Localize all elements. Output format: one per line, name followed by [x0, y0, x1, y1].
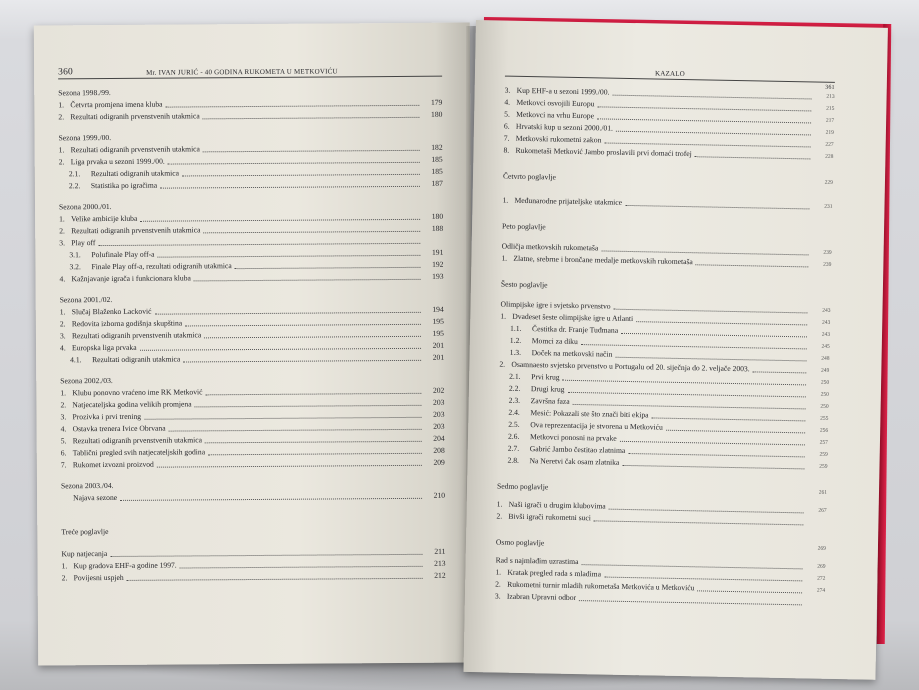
toc-section: [60, 373, 445, 472]
toc-page: 193: [432, 271, 444, 281]
left-sections: [58, 85, 445, 505]
toc-number: 6.: [503, 121, 510, 131]
toc-title: Klubu ponovno vraćeno ime RK Metković: [72, 387, 203, 398]
toc-number: 2.3.: [508, 395, 521, 405]
chapter-heading: Četvrto poglavlje: [502, 171, 557, 182]
toc-page: 213: [434, 558, 446, 568]
leader-dots: [695, 156, 811, 159]
leader-dots: [168, 162, 420, 165]
toc-number: 2.6.: [507, 431, 520, 441]
right-running-head: KAZALO: [654, 69, 686, 79]
toc-number: 1.: [501, 253, 508, 263]
toc-title: Rezultati odigranih prvenstvenih utakmica: [70, 144, 200, 155]
toc-title: Kratak pregled rada s mladima: [507, 567, 602, 579]
leader-dots: [205, 393, 421, 396]
leader-dots: [195, 405, 422, 408]
toc-number: 8.: [503, 145, 510, 155]
toc-section: [61, 478, 445, 505]
toc-title: Metkovci ponosni na prvake: [529, 432, 617, 443]
toc-title: Kup gradova EHF-a godine 1997.: [73, 560, 177, 571]
toc-number: 2.: [59, 319, 66, 329]
leader-dots: [165, 105, 419, 108]
toc-row: [62, 570, 446, 585]
toc-page: 213: [826, 93, 835, 100]
leader-dots: [155, 312, 421, 315]
toc-page: 192: [432, 259, 444, 269]
right-page: [463, 20, 887, 680]
leader-dots: [120, 498, 422, 501]
toc-page: 188: [431, 223, 444, 233]
toc-title: Međunarodne prijateljske utakmice: [514, 195, 623, 207]
toc-page: 182: [431, 142, 443, 152]
toc-title: Dvadeset šeste olimpijske igre u Atlanti: [512, 311, 634, 324]
toc-number: 5.: [504, 109, 510, 119]
toc-number: 3.: [59, 238, 66, 248]
leader-dots: [204, 231, 421, 234]
toc-section: [58, 85, 442, 124]
toc-number: 3.2.: [69, 262, 81, 272]
leader-dots: [205, 441, 422, 444]
leader-dots: [183, 360, 421, 363]
toc-row: [60, 271, 444, 286]
leader-dots: [235, 267, 421, 269]
leader-dots: [666, 430, 805, 434]
toc-number: 2.5.: [508, 419, 520, 429]
toc-page: 256: [819, 427, 829, 434]
leader-dots: [144, 417, 421, 420]
toc-number: 1.1.: [510, 323, 522, 333]
left-page: [34, 22, 474, 665]
toc-number: 1.: [59, 307, 66, 317]
toc-page: 180: [430, 109, 443, 119]
toc-number: 1.: [58, 145, 65, 155]
toc-row: [58, 109, 442, 124]
toc-number: 2.: [496, 511, 503, 521]
toc-page: 201: [432, 340, 445, 350]
toc-number: 1.: [500, 311, 507, 321]
cup-items: [62, 558, 446, 585]
toc-page: 269: [817, 563, 826, 570]
toc-title: Ova reprezentacija je stvorena u Metkoviću: [530, 420, 663, 432]
toc-page: 219: [825, 129, 834, 136]
toc-page: 210: [433, 490, 446, 500]
leader-dots: [203, 117, 420, 120]
toc-number: 6.: [60, 448, 67, 458]
toc-title: Zlatne, srebrne i brončane medalje metkovskih rukometaša: [513, 253, 693, 267]
toc-page: 250: [820, 403, 829, 410]
toc-number: 2.: [58, 157, 65, 167]
toc-number: 1.: [59, 214, 65, 224]
right-top-items: [503, 85, 834, 163]
leader-dots: [158, 255, 421, 258]
toc-page: 202: [432, 385, 445, 395]
toc-number: 2.8.: [507, 455, 520, 465]
toc-title: Rukometni turnir mladih rukometaša Metkovića u Metkoviću: [507, 579, 695, 593]
toc-page: 195: [432, 316, 444, 326]
leader-dots: [169, 429, 422, 432]
toc-page: 269: [817, 545, 826, 552]
toc-title: Naši igrači u drugim klubovima: [508, 499, 606, 511]
toc-title: Gabrić Jambo čestitao zlatnima: [529, 444, 626, 455]
toc-page: 243: [822, 307, 831, 314]
leader-dots: [157, 465, 422, 468]
toc-page: 259: [819, 463, 828, 470]
right-toc: [495, 85, 835, 609]
toc-page: 231: [824, 203, 833, 210]
leader-dots: [160, 186, 420, 189]
leader-dots: [651, 417, 805, 421]
section-heading: Sezona 1999./00.: [58, 132, 112, 143]
toc-title: Finale Play off-a, rezultati odigranih utakmica: [91, 261, 232, 272]
toc-title: Liga prvaka u sezoni 1999./00.: [70, 156, 165, 167]
toc-page: 204: [433, 433, 445, 443]
toc-number: 1.: [502, 195, 509, 205]
toc-number: 1.: [61, 561, 68, 571]
toc-number: 3.: [494, 591, 501, 601]
leader-dots: [204, 336, 421, 339]
toc-page: 209: [433, 457, 445, 467]
toc-page: 217: [825, 117, 835, 124]
leader-dots: [203, 150, 420, 153]
chapter-heading: Osmo poglavlje: [495, 537, 545, 548]
toc-page: 227: [825, 141, 834, 148]
toc-number: 1.: [496, 499, 503, 509]
toc-title: Momci za diku: [531, 336, 578, 347]
toc-number: 2.: [61, 573, 68, 583]
leader-dots: [697, 590, 802, 593]
toc-title: Natjecateljska godina velikih promjena: [72, 399, 192, 410]
toc-number: 1.2.: [509, 335, 522, 345]
chapter-heading: Peto poglavlje: [501, 221, 546, 232]
toc-page: 239: [823, 261, 832, 268]
toc-title: Najava sezone: [73, 492, 118, 503]
toc-number: 3.: [504, 85, 511, 95]
toc-number: 4.1.: [70, 355, 82, 365]
toc-title: Slučaj Blaženko Lacković: [71, 306, 152, 317]
toc-number: 1.: [495, 567, 502, 577]
toc-page: 255: [820, 415, 829, 422]
toc-title: Doček na metkovski način: [531, 348, 613, 359]
toc-title: Tablični pregled svih natjecateljskih godina: [72, 447, 206, 458]
toc-page: 194: [432, 304, 444, 314]
leader-dots: [753, 371, 807, 373]
toc-heading-title: Rad s najmlađim uzrastima: [495, 555, 579, 567]
toc-page: 274: [816, 587, 826, 594]
section-heading: Sezona 2000./01.: [59, 201, 112, 212]
toc-number: 2.: [59, 226, 65, 236]
toc-page: 267: [818, 507, 827, 514]
toc-title: Rezultati odigranih prvenstvenih utakmica: [72, 435, 202, 446]
toc-title: Mesić: Pokazali ste što znači biti ekipa: [530, 408, 649, 420]
toc-number: 4.: [59, 343, 66, 353]
toc-section: [59, 130, 443, 193]
toc-page: 243: [821, 331, 831, 338]
toc-number: 3.: [60, 412, 67, 422]
section-heading: Sezona 1998./99.: [58, 87, 111, 98]
toc-page: 248: [821, 355, 830, 362]
toc-number: 2.2.: [508, 383, 521, 393]
toc-page: 245: [821, 343, 830, 350]
toc-title: Metkovci osvojili Europu: [516, 97, 595, 109]
toc-number: 7.: [60, 460, 67, 470]
toc-page: 187: [431, 178, 443, 188]
toc-number: 7.: [503, 133, 510, 143]
toc-title: Rezultati odigranih utakmica: [92, 354, 181, 365]
toc-page: 208: [433, 445, 445, 455]
toc-page: 180: [431, 211, 444, 221]
leader-dots: [180, 566, 423, 569]
toc-title: Čestitka dr. Franje Tuđmana: [531, 324, 619, 335]
toc-title: Europska liga prvaka: [71, 342, 137, 353]
toc-title: Ostavka trenera Ivice Obrvana: [72, 423, 166, 434]
toc-title: Metkovci na vrhu Europe: [516, 109, 595, 121]
toc-title: Prozivka i prvi trening: [72, 411, 142, 422]
leader-dots: [182, 174, 420, 177]
toc-title: Kup EHF-a u sezoni 1999./00.: [516, 85, 610, 97]
toc-number: 2.1.: [68, 169, 81, 179]
toc-title: Polufinale Play off-a: [91, 249, 155, 260]
toc-number: 3.: [59, 331, 66, 341]
toc-title: Rezultati odigranih utakmica: [90, 168, 179, 179]
toc-heading-title: Odličja metkovskih rukometaša: [501, 241, 599, 253]
chapter-heading: Treće poglavlje: [61, 527, 109, 537]
toc-row: [59, 178, 443, 193]
toc-number: 4.: [504, 97, 511, 107]
toc-page: 203: [432, 397, 445, 407]
leader-dots: [127, 578, 423, 581]
chapter-heading: Sedmo poglavlje: [496, 481, 549, 492]
section-heading: Sezona 2002./03.: [60, 375, 113, 386]
toc-title: Velike ambicije kluba: [71, 213, 138, 224]
toc-title: Bivši igrači rukometni suci: [508, 511, 592, 523]
toc-number: 2.1.: [509, 371, 521, 381]
toc-title: Statistika po igračima: [90, 180, 158, 191]
chapter-heading: Šesto poglavlje: [500, 279, 548, 290]
toc-title: Metkovski rukometni zakon: [515, 133, 602, 145]
toc-number: 1.3.: [509, 347, 522, 357]
toc-title: Rezultati odigranih prvenstvenih utakmica: [71, 225, 201, 236]
toc-heading-title: Kup natjecanja: [61, 549, 108, 559]
toc-title: Hrvatski kup u sezoni 2000./01.: [515, 121, 614, 133]
toc-number: 2.: [495, 579, 501, 589]
toc-title: Povijesni uspjeh: [73, 572, 124, 583]
toc-title: Na Neretvi čak osam zlatnika: [529, 456, 620, 467]
toc-page: 185: [431, 154, 443, 164]
toc-number: 2.: [60, 400, 67, 410]
toc-page: 203: [433, 409, 445, 419]
toc-title: Redovita izborna godišnja skupština: [71, 318, 183, 329]
toc-title: Rukomet izvozni proizvod: [72, 459, 154, 470]
leader-dots: [185, 324, 421, 327]
toc-number: 2.2.: [68, 181, 81, 191]
toc-page: 250: [820, 379, 830, 386]
toc-row: [60, 352, 444, 367]
toc-page: 261: [818, 489, 828, 496]
left-page-header: [58, 67, 442, 80]
toc-title: Završna faza: [530, 396, 570, 406]
toc-page: 272: [817, 575, 826, 582]
toc-number: 2.7.: [507, 443, 520, 453]
left-page-number: 360: [58, 67, 73, 78]
toc-page: 201: [432, 352, 445, 362]
section-heading: Sezona 2001./02.: [59, 294, 113, 305]
toc-page: 228: [825, 153, 834, 160]
leader-dots: [140, 219, 420, 222]
leader-dots: [208, 453, 422, 455]
toc-title: Rezultati odigranih prvenstvenih utakmica: [70, 111, 200, 122]
chapter8-items: [495, 566, 826, 608]
toc-number: 3.1.: [69, 250, 81, 260]
leader-dots: [579, 600, 802, 605]
left-toc: [58, 85, 445, 585]
toc-number: 5.: [60, 436, 67, 446]
toc-title: Kažnjavanje igrača i funkcionara kluba: [71, 273, 191, 284]
toc-page: 257: [819, 439, 829, 446]
leader-dots: [140, 348, 421, 351]
toc-number: 2.: [58, 112, 65, 122]
toc-row: [61, 457, 445, 472]
section-heading: Sezona 2003./04.: [60, 480, 114, 491]
toc-page: 212: [434, 570, 446, 580]
toc-title: Play off: [71, 238, 96, 248]
toc-page: 249: [821, 367, 830, 374]
toc-page: 243: [821, 319, 831, 326]
toc-title: Osamnaesto svjetsko prvenstvo u Portugalu od 20. siječnja do 2. veljače 2003.: [511, 359, 750, 374]
toc-page: 195: [432, 328, 444, 338]
toc-page: 259: [819, 451, 828, 458]
toc-page: 179: [430, 97, 443, 107]
toc-heading-title: Olimpijske igre i svjetsko prvenstvo: [500, 299, 611, 311]
toc-number: 2.: [499, 359, 506, 369]
leader-dots: [194, 279, 421, 282]
leader-dots: [696, 264, 809, 267]
toc-number: 4.: [59, 274, 66, 284]
toc-title: Drugi krug: [530, 384, 565, 394]
toc-page: 203: [433, 421, 445, 431]
toc-title: Izabran Upravni odbor: [506, 591, 577, 603]
toc-section: [59, 199, 444, 286]
toc-page: 215: [826, 105, 835, 112]
toc-number: 1.: [60, 388, 67, 398]
toc-page: 211: [434, 546, 446, 556]
toc-section: [60, 292, 444, 367]
toc-page: 239: [823, 249, 832, 256]
left-running-head: Mr. IVAN JURIĆ - 40 GODINA RUKOMETA U METKOVIĆU: [146, 67, 338, 77]
toc-number: 2.4.: [508, 407, 520, 417]
toc-page: 191: [431, 247, 444, 257]
toc-page: 250: [820, 391, 829, 398]
toc-title: Prvi krug: [531, 372, 560, 382]
toc-page: 229: [824, 179, 833, 186]
leader-dots: [110, 554, 422, 557]
toc-title: Rezultati odigranih prvenstvenih utakmica: [71, 330, 202, 341]
chapter6-items: [497, 311, 830, 473]
toc-number: 4.: [60, 424, 67, 434]
toc-number: 1.: [58, 100, 65, 110]
toc-title: Četvrta promjena imena kluba: [70, 99, 163, 110]
toc-page: 185: [431, 166, 443, 176]
toc-title: Rukometaši Metković Jambo proslavili prvi domaći trofej: [515, 145, 692, 159]
leader-dots: [98, 243, 420, 246]
